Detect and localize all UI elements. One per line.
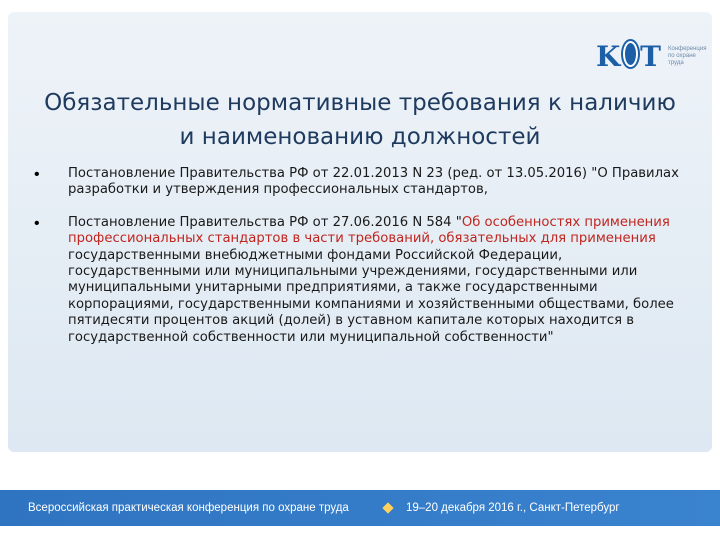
logo-helmet-icon (623, 41, 638, 67)
bullet-mark: • (34, 214, 40, 232)
bullet-text-end: государственными внебюджетными фондами Российской Федерации, государственными или муниципальными учреждениями, государственными или муниципальными унитарными предприятиями, а также государственными корпорациями, государственными компаниями и хозяйственными обществами, более пятидесяти процентов акций (долей) в уставном капитале которых находится в государственной собственности или муниципальной собственности" (68, 247, 674, 345)
bullet-text (68, 215, 680, 346)
bullet-text: Постановление Правительства РФ от 22.01.2013 N 23 (ред. от 13.05.2016) "О Правилах разработки и утверждения профессиональных стандартов, (68, 166, 679, 198)
footer-conference-name: Всероссийская практическая конференция по охране труда (28, 502, 349, 514)
footer-bar (0, 490, 720, 526)
footer-date-place: 19–20 декабря 2016 г., Санкт-Петербург (406, 502, 620, 514)
logo-letter-k: K (596, 39, 622, 73)
bullet-item (20, 166, 684, 199)
bullet-mark: • (34, 166, 40, 183)
slide-title: Обязательные нормативные требования к наличию и наименованию должностей (44, 90, 676, 150)
logo-letter-t: T (640, 39, 662, 73)
logo-tagline: Конференция по охране труда (668, 45, 707, 66)
diamond-icon (382, 502, 393, 513)
logo (596, 36, 707, 76)
footer-banner (0, 490, 720, 526)
bullet-item (20, 215, 684, 346)
bullet-text-highlight: Об особенностях применения профессиональных стандартов в части требований, обязательных для применения (68, 214, 670, 247)
bullet-list (20, 166, 684, 362)
bullet-text-start: Постановление Правительства РФ от 27.06.2016 N 584 " (68, 214, 462, 230)
